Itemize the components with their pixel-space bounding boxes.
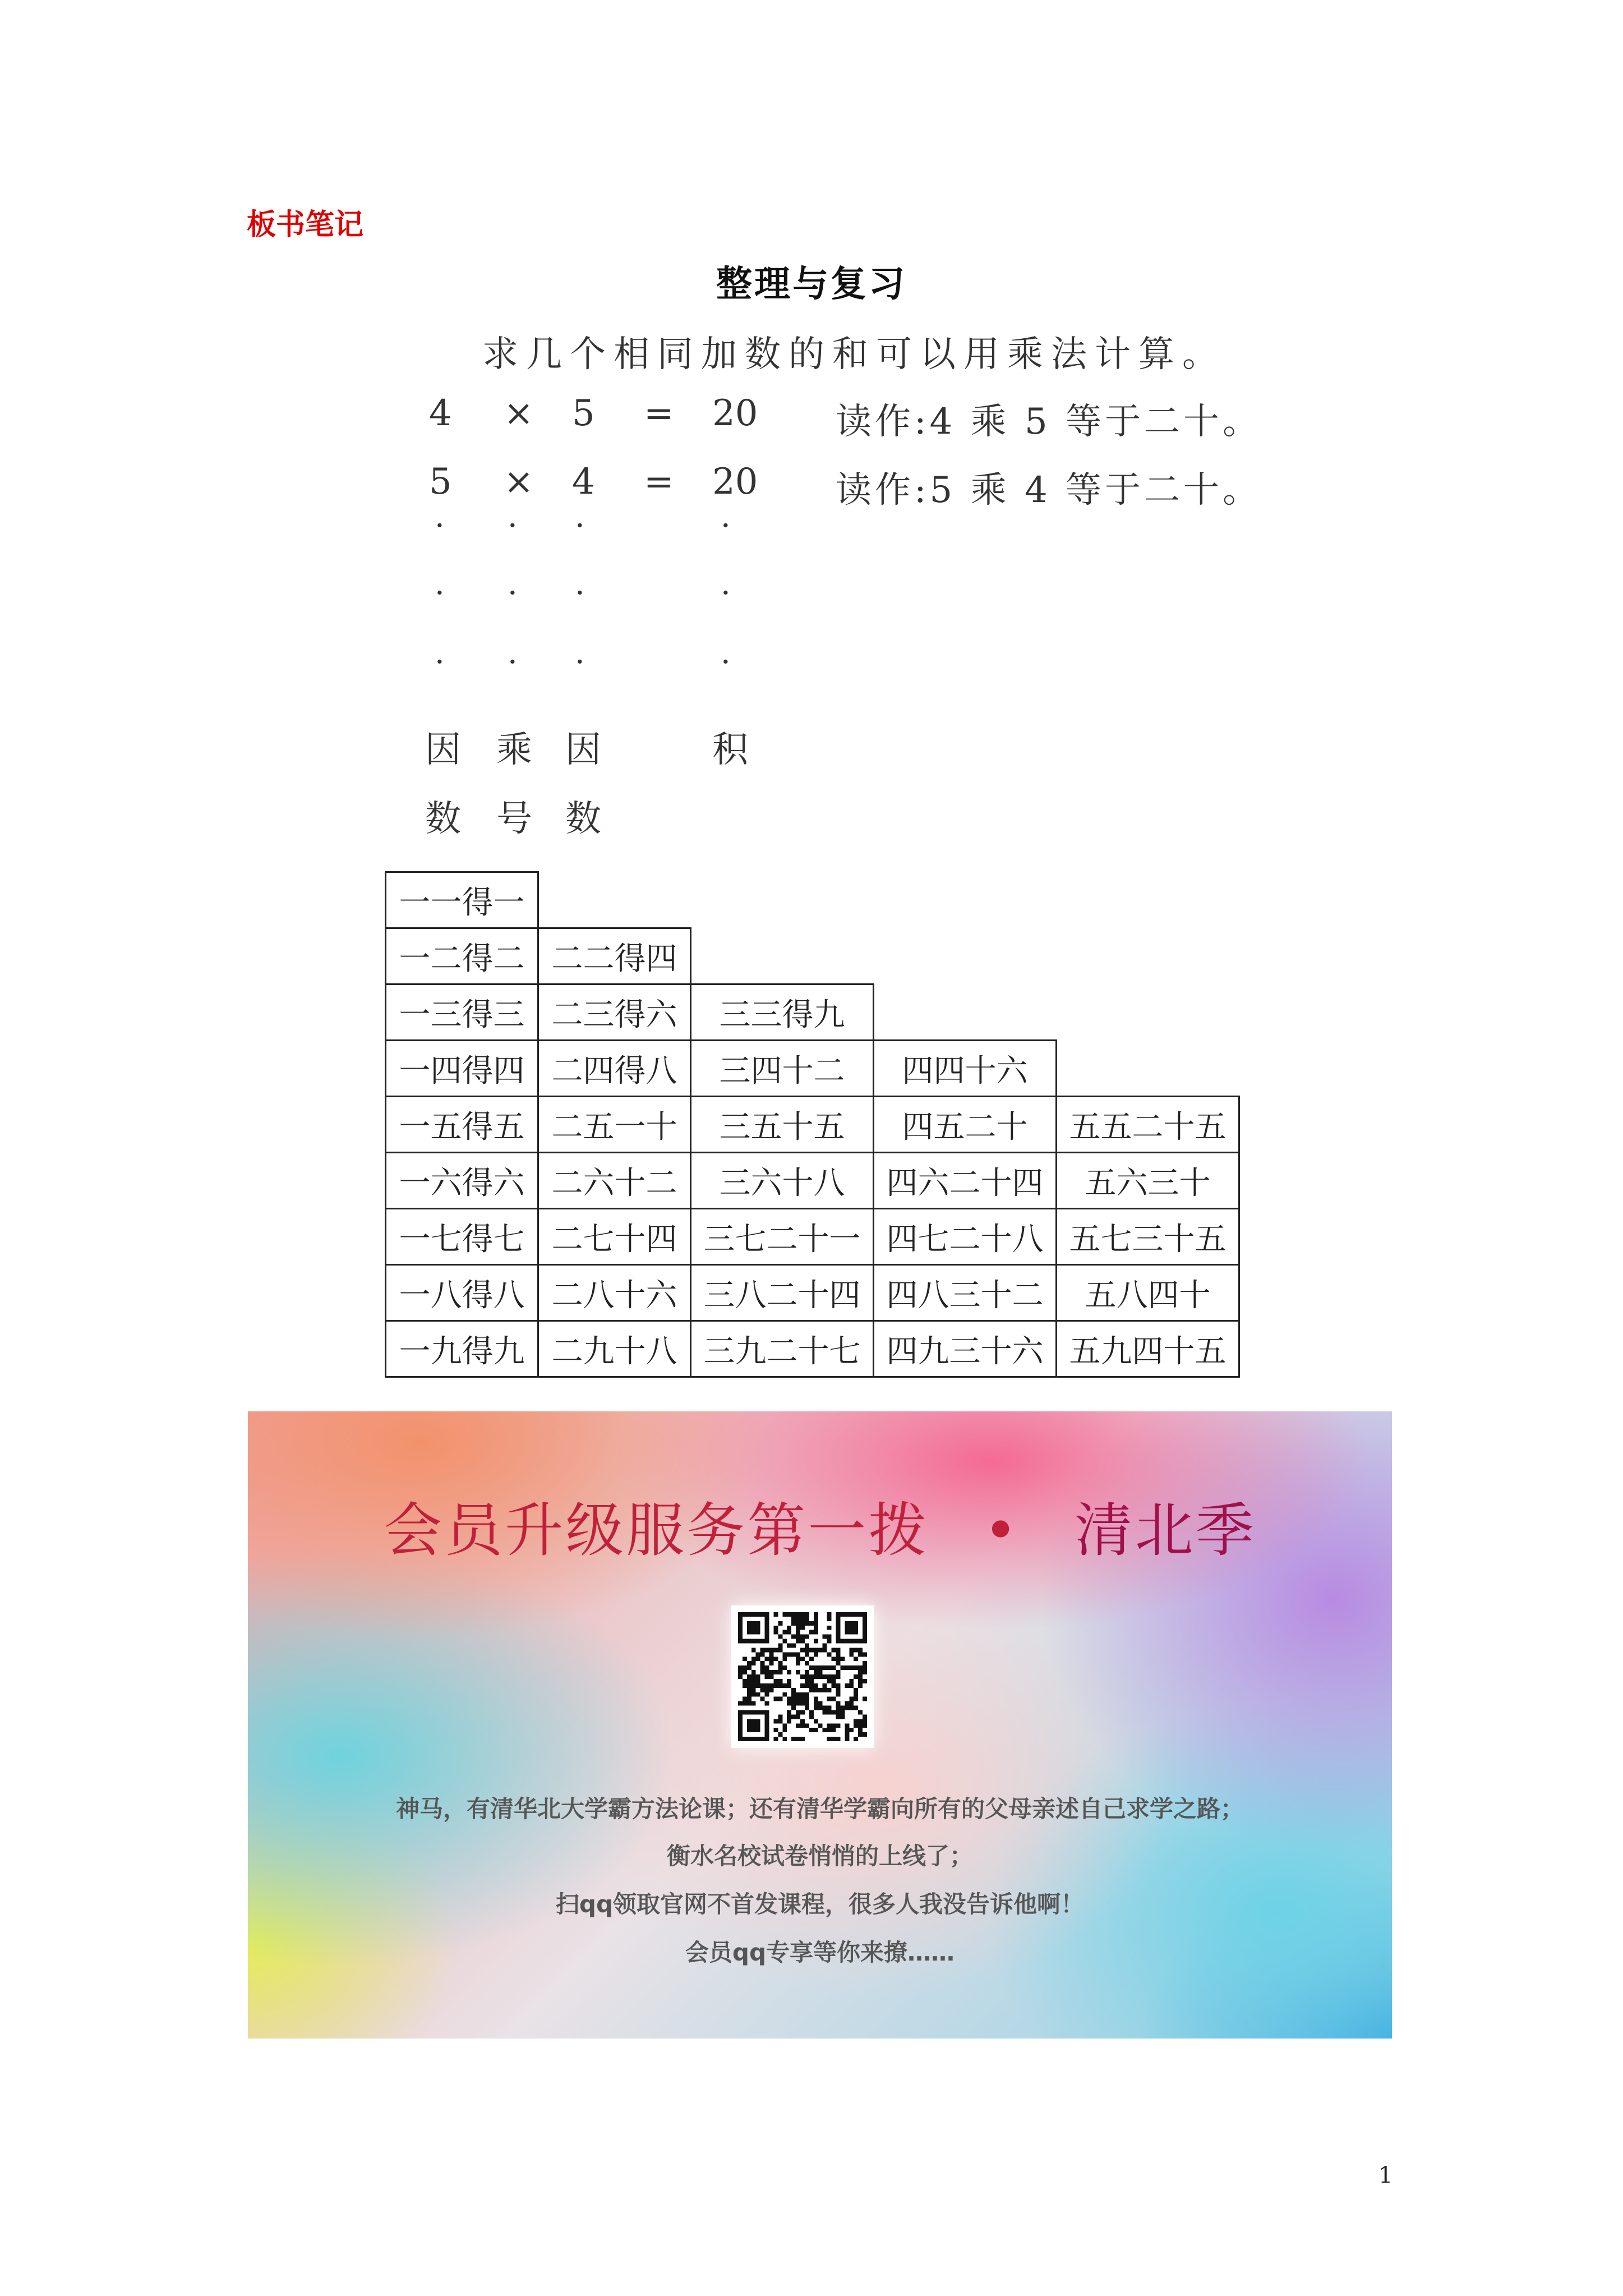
banner-line-4: 会员qq专享等你来撩…… <box>685 1939 955 1966</box>
table-cell: 一六得六 <box>386 1153 538 1209</box>
label-factor1-line2: 数 <box>425 798 461 840</box>
eq2-times-sign: × <box>504 461 534 503</box>
table-empty-cell <box>1057 872 1239 928</box>
table-cell: 二九十八 <box>538 1321 691 1377</box>
table-cell: 一三得三 <box>386 984 538 1041</box>
table-empty-cell <box>691 872 874 928</box>
table-cell: 三八二十四 <box>691 1265 874 1321</box>
table-cell: 四五二十 <box>874 1097 1057 1153</box>
table-empty-cell <box>1057 1041 1239 1097</box>
banner-line-1: 神马，有清华北大学霸方法论课；还有清华学霸向所有的父母亲述自己求学之路； <box>395 1795 1244 1823</box>
eq1-times-sign: × <box>504 393 534 434</box>
table-cell: 二二得四 <box>538 928 691 984</box>
banner-title-separator: • <box>983 1496 1020 1565</box>
dot-mark: · <box>435 575 445 611</box>
table-cell: 一一得一 <box>386 872 538 928</box>
eq1-reading: 读作:4 乘 5 等于二十。 <box>836 401 1262 443</box>
table-cell: 四六二十四 <box>874 1153 1057 1209</box>
dot-mark: · <box>435 644 445 680</box>
eq2-factor-b: 4 <box>572 461 595 503</box>
eq2-factor-a: 5 <box>429 461 452 503</box>
label-factor2-line1: 因 <box>565 729 601 771</box>
table-cell: 三四十二 <box>691 1041 874 1097</box>
table-empty-cell <box>874 928 1057 984</box>
table-cell: 五五二十五 <box>1057 1097 1239 1153</box>
table-cell: 三九二十七 <box>691 1321 874 1377</box>
eq2-reading: 读作:5 乘 4 等于二十。 <box>836 470 1262 511</box>
label-sign-line2: 号 <box>496 798 532 840</box>
table-cell: 二七十四 <box>538 1209 691 1265</box>
multiplication-table <box>385 871 1240 1378</box>
intro-sentence: 求几个相同加数的和可以用乘法计算。 <box>482 334 1226 375</box>
eq2-equals: = <box>644 461 674 503</box>
table-cell: 五七三十五 <box>1057 1209 1239 1265</box>
table-cell: 四八三十二 <box>874 1265 1057 1321</box>
table-row <box>386 872 1239 928</box>
label-sign-line1: 乘 <box>496 729 532 771</box>
qr-code-icon[interactable] <box>731 1605 874 1748</box>
table-cell: 二五一十 <box>538 1097 691 1153</box>
table-cell: 四七二十八 <box>874 1209 1057 1265</box>
label-factor2-line2: 数 <box>565 798 601 840</box>
eq1-result: 20 <box>712 393 758 434</box>
eq1-factor-a: 4 <box>429 393 452 434</box>
dot-mark: · <box>575 575 585 611</box>
table-cell: 三三得九 <box>691 984 874 1041</box>
table-empty-cell <box>874 872 1057 928</box>
table-empty-cell <box>1057 928 1239 984</box>
label-product: 积 <box>712 729 748 771</box>
banner-title-tail: 清北季 <box>1074 1496 1256 1565</box>
table-row <box>386 928 1239 984</box>
table-row <box>386 1041 1239 1097</box>
table-cell: 一五得五 <box>386 1097 538 1153</box>
dot-mark: · <box>575 644 585 680</box>
table-cell: 二三得六 <box>538 984 691 1041</box>
table-row <box>386 1209 1239 1265</box>
page-number: 1 <box>1378 2162 1393 2188</box>
board-notes-label: 板书笔记 <box>247 208 364 242</box>
dot-mark: · <box>575 508 585 544</box>
promo-banner <box>248 1411 1392 2039</box>
dot-mark: · <box>508 508 518 544</box>
dot-mark: · <box>508 644 518 680</box>
table-cell: 二六十二 <box>538 1153 691 1209</box>
eq1-factor-b: 5 <box>572 393 595 434</box>
table-cell: 二八十六 <box>538 1265 691 1321</box>
table-cell: 二四得八 <box>538 1041 691 1097</box>
table-cell: 三七二十一 <box>691 1209 874 1265</box>
table-cell: 四九三十六 <box>874 1321 1057 1377</box>
dot-mark: · <box>721 508 731 544</box>
dot-mark: · <box>435 508 445 544</box>
table-empty-cell <box>874 984 1057 1041</box>
banner-line-3: 扫qq领取官网不首发课程，很多人我没告诉他啊！ <box>555 1890 1085 1918</box>
table-cell: 三五十五 <box>691 1097 874 1153</box>
dot-mark: · <box>721 644 731 680</box>
table-cell: 四四十六 <box>874 1041 1057 1097</box>
table-row <box>386 1153 1239 1209</box>
dot-mark: · <box>721 575 731 611</box>
table-cell: 一四得四 <box>386 1041 538 1097</box>
table-cell: 一八得八 <box>386 1265 538 1321</box>
table-cell: 五九四十五 <box>1057 1321 1239 1377</box>
table-row <box>386 1321 1239 1377</box>
table-cell: 一七得七 <box>386 1209 538 1265</box>
table-row <box>386 984 1239 1041</box>
table-cell: 三六十八 <box>691 1153 874 1209</box>
eq2-result: 20 <box>712 461 758 503</box>
table-cell: 五六三十 <box>1057 1153 1239 1209</box>
table-empty-cell <box>691 928 874 984</box>
eq1-equals: = <box>644 393 674 434</box>
banner-title <box>248 1483 1392 1567</box>
label-factor1-line1: 因 <box>425 729 461 771</box>
table-cell: 一九得九 <box>386 1321 538 1377</box>
table-row <box>386 1265 1239 1321</box>
table-empty-cell <box>538 872 691 928</box>
table-cell: 一二得二 <box>386 928 538 984</box>
banner-line-2: 衡水名校试卷悄悄的上线了； <box>666 1842 973 1870</box>
banner-title-main: 会员升级服务第一拨 <box>384 1496 929 1565</box>
table-empty-cell <box>1057 984 1239 1041</box>
dot-mark: · <box>508 575 518 611</box>
page-title: 整理与复习 <box>716 264 907 305</box>
table-row <box>386 1097 1239 1153</box>
table-cell: 五八四十 <box>1057 1265 1239 1321</box>
